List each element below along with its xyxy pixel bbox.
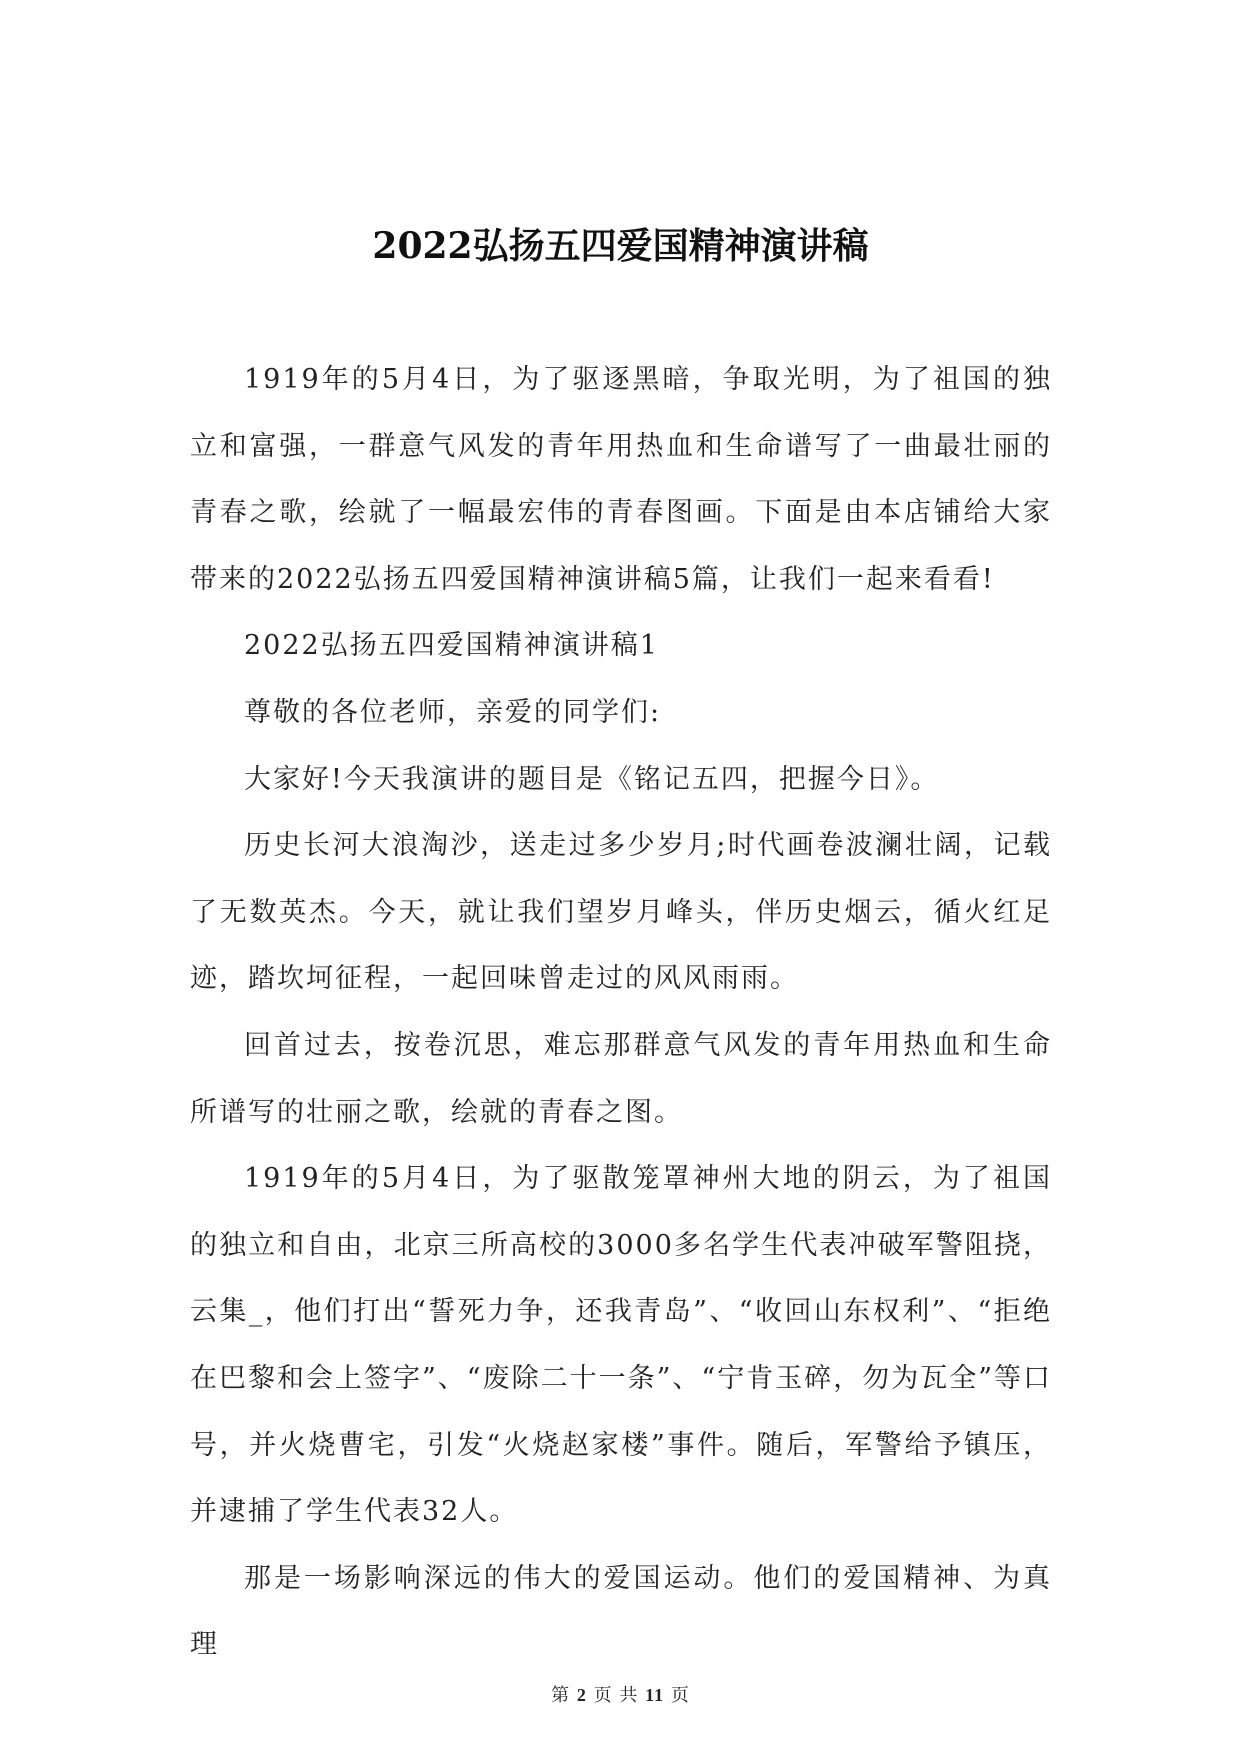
paragraph-salutation: 尊敬的各位老师，亲爱的同学们: bbox=[244, 696, 662, 728]
paragraph-movement: 那是一场影响深远的伟大的爱国运动。他们的爱国精神、为真理 bbox=[190, 1562, 1052, 1661]
document-title: 2022弘扬五四爱国精神演讲稿 bbox=[372, 225, 869, 267]
page-footer bbox=[0, 1683, 1241, 1708]
paragraph-may-fourth: 1919年的5月4日，为了驱散笼罩神州大地的阴云，为了祖国的独立和自由，北京三所高校的3000多名学生代表冲破军警阻挠，云集_，他们打出“誓死力争，还我青岛”、“收回山东权利”、“拒绝在巴黎和会上签字”、“废除二十一条”、“宁肯玉碎，勿为瓦全”等口号，并火烧曹宅，引发“火烧赵家楼”事件。随后，军警给予镇压，并逮捕了学生代表32人。 bbox=[190, 1163, 1053, 1528]
document-body bbox=[190, 347, 1052, 1679]
total-pages-number: 11 bbox=[645, 1685, 665, 1705]
footer-middle: 页 共 bbox=[593, 1685, 639, 1706]
current-page-number: 2 bbox=[576, 1685, 587, 1705]
paragraph-section-heading: 2022弘扬五四爱国精神演讲稿1 bbox=[244, 630, 659, 662]
footer-suffix: 页 bbox=[670, 1685, 690, 1706]
paragraph-reflection: 回首过去，按卷沉思，难忘那群意气风发的青年用热血和生命所谱写的壮丽之歌，绘就的青春之图。 bbox=[190, 1029, 1052, 1128]
paragraph-greeting: 大家好!今天我演讲的题目是《铭记五四，把握今日》。 bbox=[244, 763, 940, 795]
footer-prefix: 第 bbox=[551, 1685, 571, 1706]
paragraph-intro: 1919年的5月4日，为了驱逐黑暗，争取光明，为了祖国的独立和富强，一群意气风发的青年用热血和生命谱写了一曲最壮丽的青春之歌，绘就了一幅最宏伟的青春图画。下面是由本店铺给大家带来的2022弘扬五四爱国精神演讲稿5篇，让我们一起来看看! bbox=[190, 364, 1052, 595]
paragraph-history: 历史长河大浪淘沙，送走过多少岁月;时代画卷波澜壮阔，记载了无数英杰。今天，就让我们望岁月峰头，伴历史烟云，循火红足迹，踏坎坷征程，一起回味曾走过的风风雨雨。 bbox=[190, 830, 1052, 995]
